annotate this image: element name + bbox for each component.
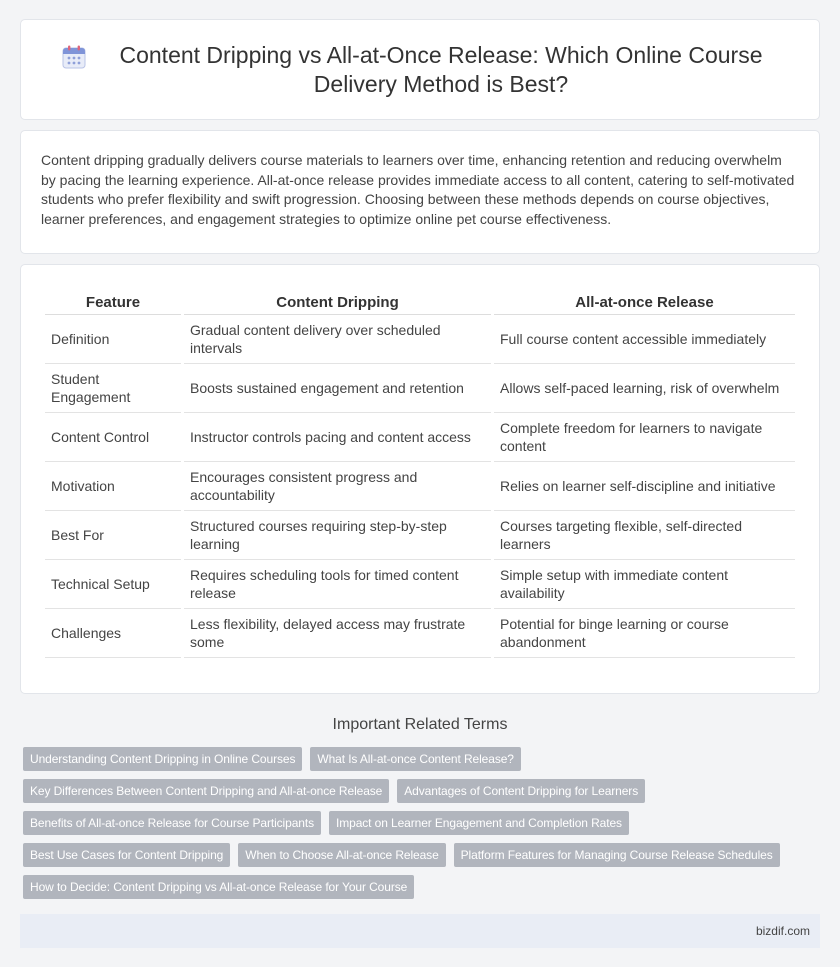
table-row (45, 609, 795, 658)
intro-text: Content dripping gradually delivers course materials to learners over time, enhancing retention and reducing overwhelm by pacing the learning experience. All-at-once release provides immediate access to all content, catering to self-motivated students who prefer flexibility and swift progression. Choosing between these methods depends on course objectives, learner preferences, and engagement strategies to optimize online pet course effectiveness. (41, 152, 795, 227)
comparison-table (42, 287, 798, 658)
header-content-dripping: Content Dripping (184, 287, 491, 315)
related-term-link[interactable]: Benefits of All-at-once Release for Course Participants (23, 811, 321, 835)
feature-cell: Content Control (45, 413, 181, 462)
all-at-once-cell: Allows self-paced learning, risk of overwhelm (494, 364, 795, 413)
comparison-table-card (20, 264, 820, 694)
page-title: Content Dripping vs All-at-Once Release: Which Online Course Delivery Method is Best? (119, 41, 763, 97)
header-card (20, 19, 820, 120)
feature-cell: Best For (45, 511, 181, 560)
footer-site-name: bizdif.com (755, 924, 810, 938)
table-row (45, 511, 795, 560)
related-term-link[interactable]: Key Differences Between Content Dripping and All-at-once Release (23, 779, 389, 803)
dripping-cell: Less flexibility, delayed access may frustrate some (184, 609, 491, 658)
all-at-once-cell: Simple setup with immediate content availability (494, 560, 795, 609)
dripping-cell: Boosts sustained engagement and retention (184, 364, 491, 413)
dripping-cell: Requires scheduling tools for timed content release (184, 560, 491, 609)
all-at-once-cell: Complete freedom for learners to navigate content (494, 413, 795, 462)
feature-cell: Motivation (45, 462, 181, 511)
table-row (45, 315, 795, 364)
header-feature: Feature (45, 287, 181, 315)
related-term-link[interactable]: How to Decide: Content Dripping vs All-at-once Release for Your Course (23, 875, 414, 899)
feature-cell: Student Engagement (45, 364, 181, 413)
dripping-cell: Structured courses requiring step-by-step learning (184, 511, 491, 560)
related-terms-section (20, 716, 820, 899)
related-term-link[interactable]: When to Choose All-at-once Release (238, 843, 445, 867)
all-at-once-cell: Full course content accessible immediately (494, 315, 795, 364)
related-term-link[interactable]: Impact on Learner Engagement and Completion Rates (329, 811, 629, 835)
intro-card (20, 130, 820, 254)
feature-cell: Definition (45, 315, 181, 364)
table-header-row (45, 287, 795, 315)
table-row (45, 364, 795, 413)
related-terms-title: Important Related Terms (332, 716, 508, 733)
dripping-cell: Encourages consistent progress and accountability (184, 462, 491, 511)
all-at-once-cell: Relies on learner self-discipline and initiative (494, 462, 795, 511)
related-term-link[interactable]: What Is All-at-once Content Release? (310, 747, 521, 771)
related-term-link[interactable]: Platform Features for Managing Course Release Schedules (454, 843, 780, 867)
table-row (45, 560, 795, 609)
all-at-once-cell: Courses targeting flexible, self-directed learners (494, 511, 795, 560)
related-term-link[interactable]: Best Use Cases for Content Dripping (23, 843, 230, 867)
header-all-at-once: All-at-once Release (494, 287, 795, 315)
related-term-link[interactable]: Understanding Content Dripping in Online Courses (23, 747, 302, 771)
dripping-cell: Gradual content delivery over scheduled intervals (184, 315, 491, 364)
dripping-cell: Instructor controls pacing and content access (184, 413, 491, 462)
related-terms-list (20, 747, 810, 899)
table-row (45, 462, 795, 511)
calendar-icon (61, 44, 87, 70)
all-at-once-cell: Potential for binge learning or course abandonment (494, 609, 795, 658)
footer (20, 914, 820, 948)
table-row (45, 413, 795, 462)
feature-cell: Challenges (45, 609, 181, 658)
related-term-link[interactable]: Advantages of Content Dripping for Learners (397, 779, 645, 803)
feature-cell: Technical Setup (45, 560, 181, 609)
header-inner (61, 41, 779, 99)
